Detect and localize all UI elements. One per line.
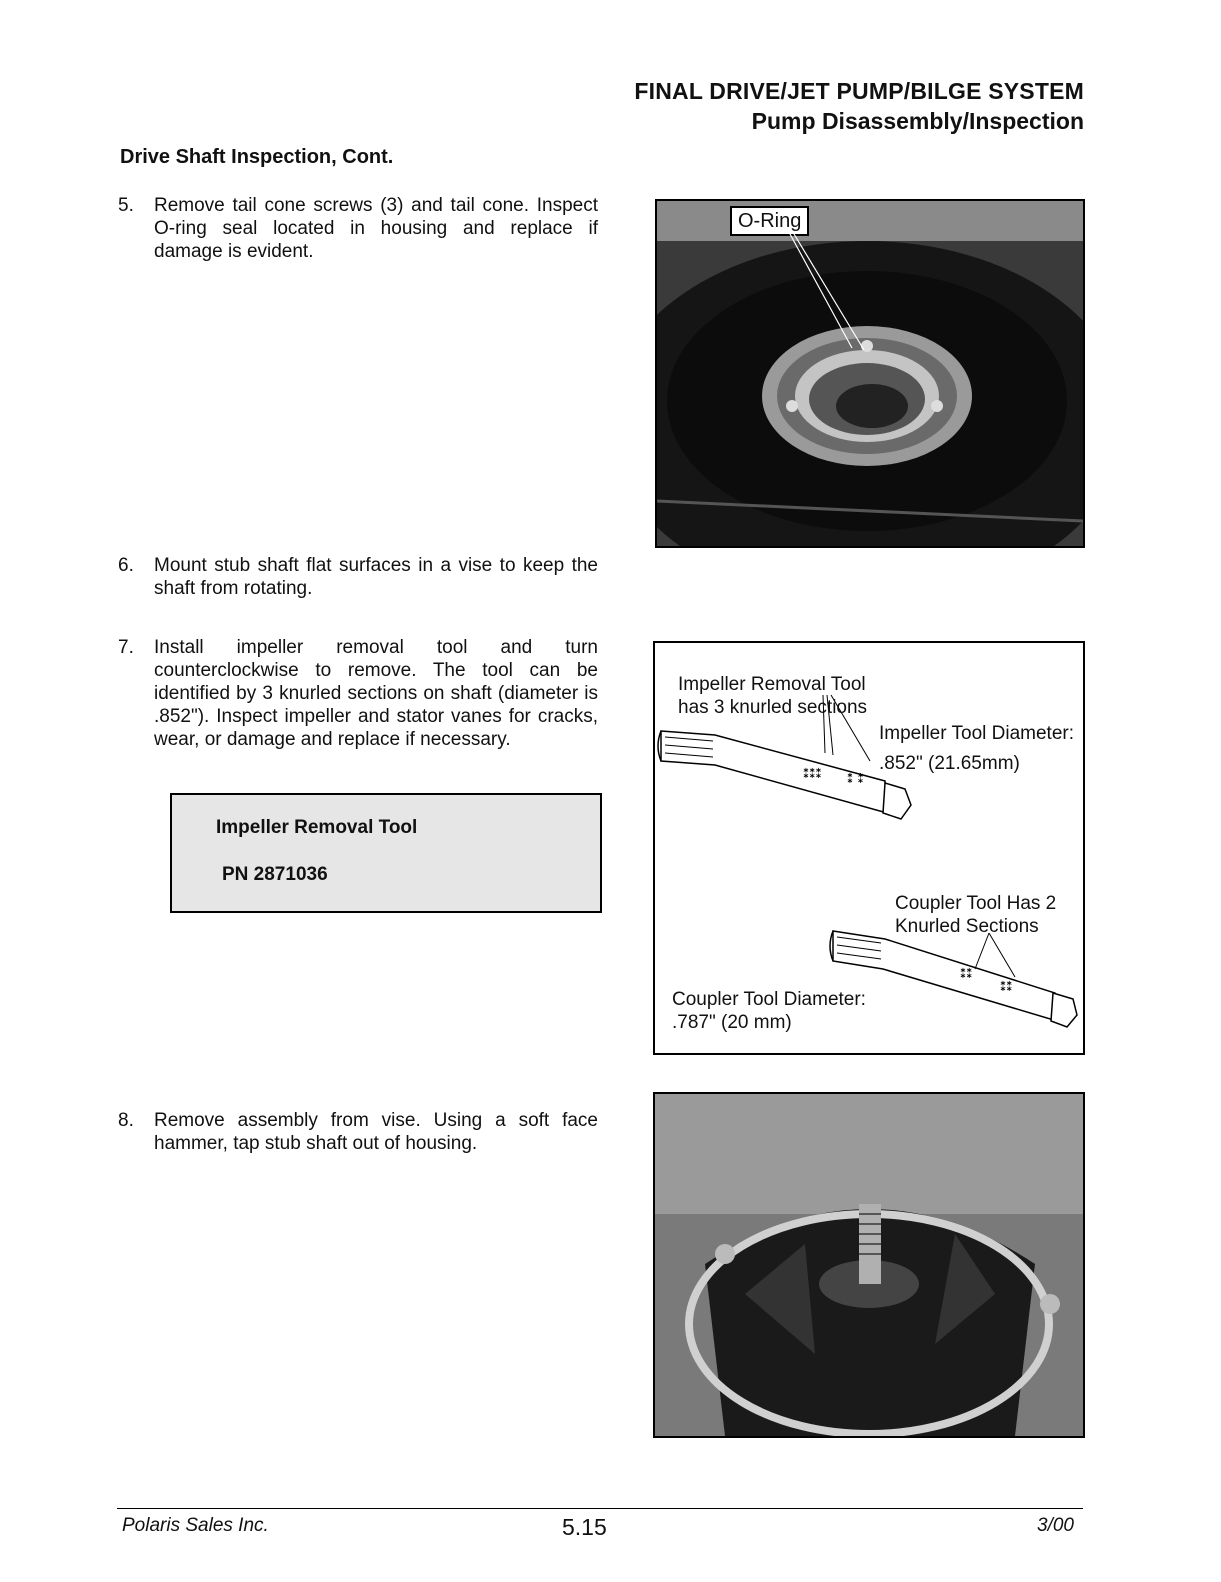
page-number: 5.15 <box>562 1514 607 1540</box>
header-title: FINAL DRIVE/JET PUMP/BILGE SYSTEM <box>634 78 1084 104</box>
step-number: 7. <box>118 637 134 658</box>
impeller-label-line2: has 3 knurled sections <box>678 697 868 718</box>
callout-title: Impeller Removal Tool <box>216 817 418 838</box>
svg-text:⁑⁑: ⁑⁑ <box>1000 980 1013 994</box>
footer-rule <box>117 1508 1083 1509</box>
svg-text:⁑⁑⁑: ⁑⁑⁑ <box>803 767 822 781</box>
coupler-tool-shaft <box>830 931 1077 1027</box>
footer-date: 3/00 <box>1037 1515 1074 1536</box>
section-title: Drive Shaft Inspection, Cont. <box>120 146 394 168</box>
svg-text:⁑⁑: ⁑⁑ <box>960 967 973 981</box>
step-text: Mount stub shaft flat surfaces in a vise to keep the shaft from rotating. <box>154 555 598 599</box>
callout-part-number: PN 2871036 <box>222 864 328 885</box>
photo-stub-shaft-housing <box>653 1092 1085 1438</box>
impeller-diameter-line2: .852" (21.65mm) <box>879 753 1020 774</box>
impeller-label-line1: Impeller Removal Tool <box>678 674 866 695</box>
step-number: 6. <box>118 555 134 576</box>
tool-diagram <box>653 641 1085 1055</box>
coupler-diameter-line2: .787" (20 mm) <box>672 1012 792 1033</box>
oring-label: O-Ring <box>730 206 809 236</box>
step-8 <box>118 1109 598 1155</box>
step-text: Install impeller removal tool and turn counterclockwise to remove. The tool can be identified by 3 knurled sections on shaft (diameter is .852"). Inspect impeller and stator vanes for cracks, wear, or damage and replace if necessary. <box>154 637 598 750</box>
step-number: 8. <box>118 1110 134 1131</box>
header-subtitle: Pump Disassembly/Inspection <box>751 108 1084 134</box>
step-text: Remove tail cone screws (3) and tail cone. Inspect O-ring seal located in housing and replace if damage is evident. <box>154 195 598 262</box>
step-7 <box>118 636 598 751</box>
step-number: 5. <box>118 195 134 216</box>
coupler-label-line1: Coupler Tool Has 2 <box>895 893 1057 914</box>
step-5 <box>118 194 598 263</box>
footer-company: Polaris Sales Inc. <box>122 1515 269 1536</box>
oring-leader-lines <box>760 230 880 360</box>
coupler-diameter-line1: Coupler Tool Diameter: <box>672 989 866 1010</box>
step-text: Remove assembly from vise. Using a soft face hammer, tap stub shaft out of housing. <box>154 1110 598 1154</box>
svg-text:⁑ ⁑: ⁑ ⁑ <box>847 772 864 786</box>
step-6 <box>118 554 598 600</box>
coupler-label-line2: Knurled Sections <box>895 916 1039 937</box>
tool-callout-box <box>170 793 602 913</box>
impeller-diameter-line1: Impeller Tool Diameter: <box>879 723 1075 744</box>
